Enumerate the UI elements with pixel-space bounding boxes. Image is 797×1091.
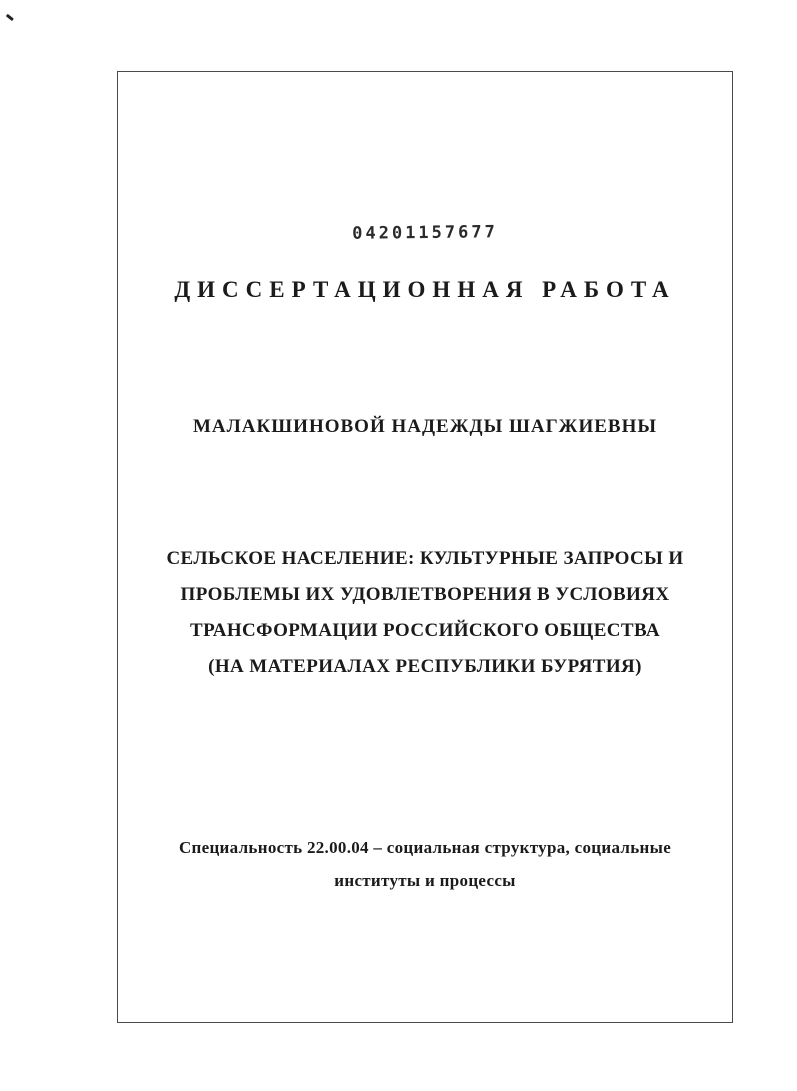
dissertation-title	[145, 541, 705, 685]
author-name: МАЛАКШИНОВОЙ НАДЕЖДЫ ШАГЖИЕВНЫ	[192, 416, 658, 437]
specialty-line-1: Специальность 22.00.04 – социальная структура, социальные	[178, 838, 672, 857]
registration-stamp-number: 04201157677	[352, 222, 498, 244]
specialty-statement	[125, 831, 725, 897]
document-type-heading: ДИССЕРТАЦИОННАЯ РАБОТА	[174, 277, 676, 302]
scan-artifact-mark	[6, 14, 14, 21]
title-line-2: ПРОБЛЕМЫ ИХ УДОВЛЕТВОРЕНИЯ В УСЛОВИЯХ	[180, 584, 670, 605]
specialty-line-2: институты и процессы	[334, 871, 516, 890]
title-line-1: СЕЛЬСКОЕ НАСЕЛЕНИЕ: КУЛЬТУРНЫЕ ЗАПРОСЫ И	[166, 548, 684, 569]
title-page-content	[117, 71, 733, 1023]
title-line-4: (НА МАТЕРИАЛАХ РЕСПУБЛИКИ БУРЯТИЯ)	[208, 656, 642, 677]
title-line-3: ТРАНСФОРМАЦИИ РОССИЙСКОГО ОБЩЕСТВА	[190, 620, 660, 641]
